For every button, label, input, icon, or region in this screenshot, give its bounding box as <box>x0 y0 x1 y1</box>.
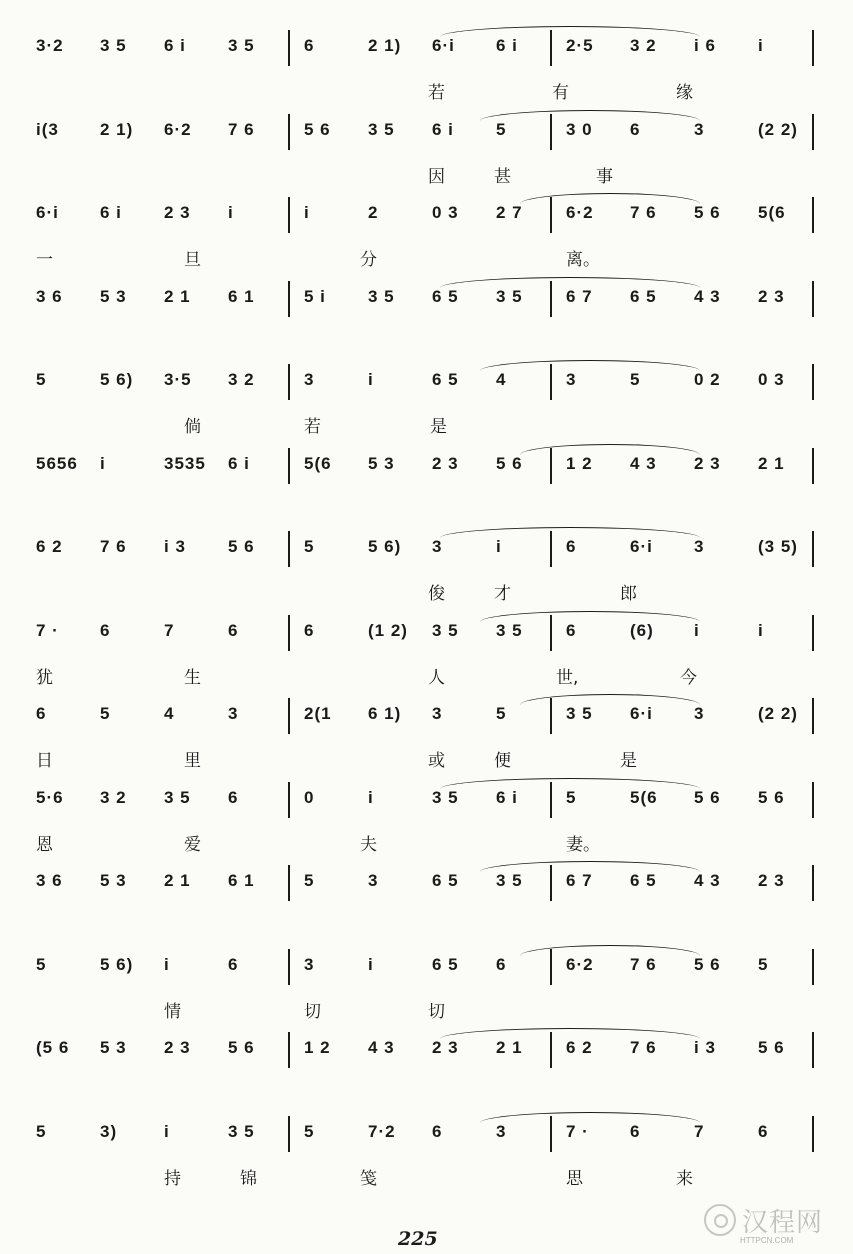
note-group: 7 6 <box>100 537 127 556</box>
note-group: 5 <box>304 537 315 556</box>
bar-line <box>288 448 290 484</box>
note-group: 6·2 <box>164 119 192 139</box>
bar-line <box>288 615 290 651</box>
note-group: 3 5 <box>228 36 255 55</box>
note-group: 7 <box>694 1121 705 1141</box>
note-group: 3 <box>432 537 443 556</box>
bar-line <box>288 865 290 901</box>
lyric-syllable: 爱 <box>184 834 201 855</box>
note-group: i <box>758 36 764 55</box>
lyric-syllable: 若 <box>304 417 321 437</box>
note-group: 2 3 <box>758 871 785 890</box>
note-group: 6 5 <box>630 286 657 306</box>
note-group: 3 5 <box>228 1121 255 1141</box>
note-group: 5(6 <box>630 787 658 807</box>
note-group: 3 <box>432 704 443 723</box>
lyric-syllable: 倘 <box>184 417 201 437</box>
note-group: 6 1 <box>228 871 255 890</box>
bar-line <box>812 30 814 66</box>
note-group: 6·i <box>432 36 455 55</box>
bar-line <box>550 949 552 985</box>
bar-line <box>812 114 814 150</box>
note-group: (2 2) <box>758 704 798 723</box>
staff-system <box>0 863 853 949</box>
note-group: 3 0 <box>566 119 593 139</box>
note-group: 7 6 <box>630 954 657 974</box>
note-group: 5 3 <box>100 871 127 890</box>
note-group: (2 2) <box>758 119 798 139</box>
note-group: 3 2 <box>100 787 127 807</box>
bar-line <box>288 281 290 317</box>
note-group: 6 i <box>496 36 518 55</box>
note-group: i <box>304 203 310 222</box>
note-group: 6 <box>304 620 315 640</box>
staff-system <box>0 529 853 615</box>
note-group: 6 2 <box>566 1038 593 1057</box>
note-group: i 3 <box>694 1038 716 1057</box>
note-group: 6 <box>630 119 641 139</box>
lyric-syllable: 切 <box>304 1001 321 1022</box>
note-group: 6 <box>432 1121 443 1141</box>
note-group: 2 1 <box>758 453 785 473</box>
note-group: 5656 <box>36 453 78 473</box>
note-group: 4 3 <box>694 871 721 890</box>
note-group: 5 3 <box>100 286 127 306</box>
note-group: 5 <box>100 704 111 723</box>
note-group: 5 <box>304 1121 315 1141</box>
lyric-syllable: 日 <box>36 751 53 771</box>
note-group: 6 <box>566 537 577 556</box>
slur-mark <box>520 193 700 204</box>
note-group: 5(6 <box>304 453 332 473</box>
bar-line <box>288 197 290 233</box>
lyric-syllable: 犹 <box>36 667 53 688</box>
note-group: 6 7 <box>566 286 593 306</box>
note-group: 5 6 <box>694 203 721 222</box>
watermark-ring-icon <box>704 1204 736 1236</box>
note-group: 5 <box>630 370 641 389</box>
note-group: 3 <box>694 537 705 556</box>
note-group: 0 2 <box>694 370 721 389</box>
lyric-syllable: 里 <box>184 751 201 771</box>
bar-line <box>812 865 814 901</box>
lyric-syllable: 分 <box>360 250 377 270</box>
lyric-syllable: 甚 <box>494 166 511 187</box>
bar-line <box>288 698 290 734</box>
bar-line <box>812 364 814 400</box>
note-group: 5 <box>36 370 47 389</box>
slur-mark <box>520 945 700 956</box>
bar-line <box>812 949 814 985</box>
note-group: 2(1 <box>304 704 332 723</box>
bar-line <box>288 30 290 66</box>
note-group: 5 6 <box>694 787 721 807</box>
staff-system <box>0 362 853 448</box>
lyric-syllable: 妻。 <box>566 834 600 855</box>
note-group: 3·5 <box>164 370 192 389</box>
slur-mark <box>520 694 700 705</box>
staff-system <box>0 112 853 198</box>
note-group: 1 2 <box>566 453 593 473</box>
note-group: 5 6 <box>758 787 785 807</box>
lyric-syllable: 是 <box>620 751 637 771</box>
note-group: 3 6 <box>36 871 63 890</box>
note-group: 5 6) <box>100 954 134 974</box>
lyric-syllable: 是 <box>430 417 447 437</box>
note-group: 6 <box>304 36 315 55</box>
note-group: 3 6 <box>36 286 63 306</box>
watermark-text: 汉程网 <box>742 1207 824 1238</box>
note-group: 5·6 <box>36 787 64 807</box>
note-group: 5 <box>496 704 507 723</box>
lyric-syllable: 人 <box>428 667 445 688</box>
note-group: 3) <box>100 1121 118 1141</box>
note-group: 6·i <box>630 537 653 556</box>
note-group: 5 i <box>304 286 326 306</box>
note-group: 2 3 <box>164 1038 191 1057</box>
lyric-syllable: 持 <box>164 1168 181 1189</box>
lyric-syllable: 一 <box>36 250 53 270</box>
bar-line <box>550 1032 552 1068</box>
lyric-syllable: 俊 <box>428 584 445 604</box>
note-group: 7 · <box>566 1121 589 1141</box>
note-group: 7 <box>164 620 175 640</box>
note-group: 5 6 <box>228 537 255 556</box>
note-group: 5 <box>36 954 47 974</box>
bar-line <box>288 782 290 818</box>
note-group: 3 <box>228 704 239 723</box>
lyric-syllable: 缘 <box>676 83 693 103</box>
note-group: 3 5 <box>496 620 523 640</box>
note-group: 2 3 <box>694 453 721 473</box>
bar-line <box>550 281 552 317</box>
bar-line <box>812 1032 814 1068</box>
note-group: 6 <box>228 620 239 640</box>
bar-line <box>812 448 814 484</box>
lyric-syllable: 或 <box>428 751 445 771</box>
note-group: 6 i <box>164 36 186 55</box>
note-group: 2 1 <box>496 1038 523 1057</box>
note-group: 6 i <box>228 453 250 473</box>
note-group: (5 6 <box>36 1038 70 1057</box>
note-group: 2 3 <box>758 286 785 306</box>
lyric-syllable: 因 <box>428 166 445 187</box>
note-group: 2 1 <box>164 286 191 306</box>
bar-line <box>288 949 290 985</box>
note-group: i <box>164 1121 170 1141</box>
note-group: 6 2 <box>36 537 63 556</box>
note-group: 5 6) <box>368 537 402 556</box>
note-group: 7 6 <box>630 1038 657 1057</box>
staff-system <box>0 1030 853 1116</box>
note-group: 7 6 <box>630 203 657 222</box>
note-group: 2 1) <box>100 119 134 139</box>
bar-line <box>812 782 814 818</box>
bar-line <box>812 197 814 233</box>
note-group: 6 <box>630 1121 641 1141</box>
note-group: i <box>228 203 234 222</box>
note-group: i <box>164 954 170 974</box>
note-group: 6 <box>228 787 239 807</box>
note-group: 3 <box>304 370 315 389</box>
lyric-syllable: 若 <box>428 83 445 103</box>
staff-system <box>0 947 853 1033</box>
note-group: 6 <box>228 954 239 974</box>
bar-line <box>550 531 552 567</box>
note-group: 0 3 <box>432 203 459 222</box>
note-group: 5 6 <box>758 1038 785 1057</box>
lyric-syllable: 来 <box>676 1168 693 1189</box>
staff-system <box>0 446 853 532</box>
note-group: 6·i <box>36 203 59 222</box>
note-group: 5 6 <box>228 1038 255 1057</box>
bar-line <box>550 364 552 400</box>
page-number: 225 <box>398 1228 438 1250</box>
staff-system <box>0 195 853 281</box>
note-group: 2 3 <box>432 1038 459 1057</box>
note-group: 3 <box>694 119 705 139</box>
note-group: 6 1) <box>368 704 402 723</box>
note-group: 3 5 <box>100 36 127 55</box>
lyric-syllable: 郎 <box>620 584 637 604</box>
note-group: 2 1 <box>164 871 191 890</box>
note-group: 6 1 <box>228 286 255 306</box>
note-group: 3 5 <box>566 704 593 723</box>
slur-mark <box>520 444 700 455</box>
staff-system <box>0 279 853 365</box>
bar-line <box>288 1032 290 1068</box>
note-group: 6 i <box>432 119 454 139</box>
note-group: 6 <box>496 954 507 974</box>
note-group: 3 5 <box>432 787 459 807</box>
lyric-syllable: 旦 <box>184 250 201 270</box>
bar-line <box>550 782 552 818</box>
note-group: 3 5 <box>164 787 191 807</box>
note-group: i(3 <box>36 119 59 139</box>
note-group: 5 3 <box>368 453 395 473</box>
note-group: 2 1) <box>368 36 402 55</box>
note-group: i 6 <box>694 36 716 55</box>
lyric-syllable: 今 <box>680 667 697 688</box>
note-group: 7·2 <box>368 1121 396 1141</box>
staff-system <box>0 28 853 114</box>
note-group: 6 <box>758 1121 769 1141</box>
note-group: 2 3 <box>432 453 459 473</box>
bar-line <box>550 448 552 484</box>
lyric-syllable: 切 <box>428 1001 445 1022</box>
bar-line <box>812 531 814 567</box>
staff-system <box>0 1114 853 1200</box>
bar-line <box>812 698 814 734</box>
bar-line <box>550 197 552 233</box>
note-group: 3 5 <box>368 286 395 306</box>
note-group: 5 <box>566 787 577 807</box>
note-group: 2·5 <box>566 36 594 55</box>
note-group: 6·i <box>630 704 653 723</box>
note-group: 4 3 <box>368 1038 395 1057</box>
note-group: 3 5 <box>496 871 523 890</box>
bar-line <box>550 1116 552 1152</box>
note-group: 6·2 <box>566 203 594 222</box>
note-group: 2 <box>368 203 379 222</box>
note-group: 3 5 <box>368 119 395 139</box>
note-group: 5 6 <box>496 453 523 473</box>
bar-line <box>550 865 552 901</box>
note-group: 3 5 <box>496 286 523 306</box>
bar-line <box>812 1116 814 1152</box>
slur-mark <box>480 1112 700 1123</box>
note-group: 6 <box>100 620 111 640</box>
note-group: i <box>100 453 106 473</box>
lyric-syllable: 便 <box>494 751 511 771</box>
bar-line <box>550 114 552 150</box>
note-group: 6 i <box>100 203 122 222</box>
staff-system <box>0 613 853 699</box>
note-group: 7 · <box>36 620 59 640</box>
lyric-syllable: 事 <box>596 166 613 187</box>
note-group: 2 3 <box>164 203 191 222</box>
note-group: 1 2 <box>304 1038 331 1057</box>
note-group: 5 6) <box>100 370 134 389</box>
lyric-syllable: 世, <box>556 667 579 688</box>
bar-line <box>812 615 814 651</box>
lyric-syllable: 笺 <box>360 1168 377 1189</box>
note-group: 6 <box>36 704 47 723</box>
lyric-syllable: 思 <box>566 1168 583 1189</box>
lyric-syllable: 生 <box>184 667 201 688</box>
bar-line <box>550 30 552 66</box>
note-group: 3 <box>496 1121 507 1141</box>
note-group: 3 <box>694 704 705 723</box>
note-group: 4 <box>496 370 507 389</box>
lyric-syllable: 才 <box>494 584 511 604</box>
note-group: i <box>758 620 764 640</box>
note-group: 5(6 <box>758 203 786 222</box>
note-group: (6) <box>630 620 654 640</box>
note-group: 5 <box>304 871 315 890</box>
note-group: 3 5 <box>432 620 459 640</box>
note-group: 5 3 <box>100 1038 127 1057</box>
bar-line <box>288 1116 290 1152</box>
watermark-subtext: HTTPCN.COM <box>740 1236 794 1245</box>
note-group: 3 2 <box>630 36 657 55</box>
note-group: 6 7 <box>566 871 593 890</box>
lyric-syllable: 恩 <box>36 834 53 855</box>
note-group: i <box>368 954 374 974</box>
lyric-syllable: 有 <box>552 83 569 103</box>
bar-line <box>288 114 290 150</box>
note-group: 5 6 <box>694 954 721 974</box>
lyric-syllable: 离。 <box>566 250 600 270</box>
note-group: 3535 <box>164 453 206 473</box>
slur-mark <box>480 360 700 371</box>
note-group: 4 3 <box>694 286 721 306</box>
note-group: 5 6 <box>304 119 331 139</box>
note-group: 5 <box>758 954 769 974</box>
note-group: i <box>496 537 502 556</box>
note-group: 3 2 <box>228 370 255 389</box>
note-group: 5 <box>496 119 507 139</box>
bar-line <box>288 364 290 400</box>
lyric-syllable: 夫 <box>360 834 377 855</box>
bar-line <box>550 698 552 734</box>
note-group: 6 5 <box>432 286 459 306</box>
note-group: i 3 <box>164 537 186 556</box>
lyric-syllable: 锦 <box>240 1168 257 1189</box>
note-group: (3 5) <box>758 537 798 556</box>
note-group: i <box>694 620 700 640</box>
note-group: 5 <box>36 1121 47 1141</box>
bar-line <box>812 281 814 317</box>
note-group: 6 5 <box>432 954 459 974</box>
note-group: i <box>368 787 374 807</box>
note-group: 0 <box>304 787 315 807</box>
note-group: 3·2 <box>36 36 64 55</box>
note-group: 4 3 <box>630 453 657 473</box>
note-group: 2 7 <box>496 203 523 222</box>
bar-line <box>288 531 290 567</box>
note-group: 6 5 <box>432 871 459 890</box>
note-group: 6 <box>566 620 577 640</box>
staff-system <box>0 780 853 866</box>
note-group: 4 <box>164 704 175 723</box>
note-group: 6·2 <box>566 954 594 974</box>
note-group: 6 i <box>496 787 518 807</box>
note-group: (1 2) <box>368 620 408 640</box>
note-group: 0 3 <box>758 370 785 389</box>
lyric-syllable: 情 <box>164 1001 181 1022</box>
note-group: 3 <box>368 871 379 890</box>
note-group: 7 6 <box>228 119 255 139</box>
note-group: 3 <box>566 370 577 389</box>
note-group: 6 5 <box>630 871 657 890</box>
staff-system <box>0 696 853 782</box>
bar-line <box>550 615 552 651</box>
note-group: i <box>368 370 374 389</box>
note-group: 3 <box>304 954 315 974</box>
note-group: 6 5 <box>432 370 459 389</box>
